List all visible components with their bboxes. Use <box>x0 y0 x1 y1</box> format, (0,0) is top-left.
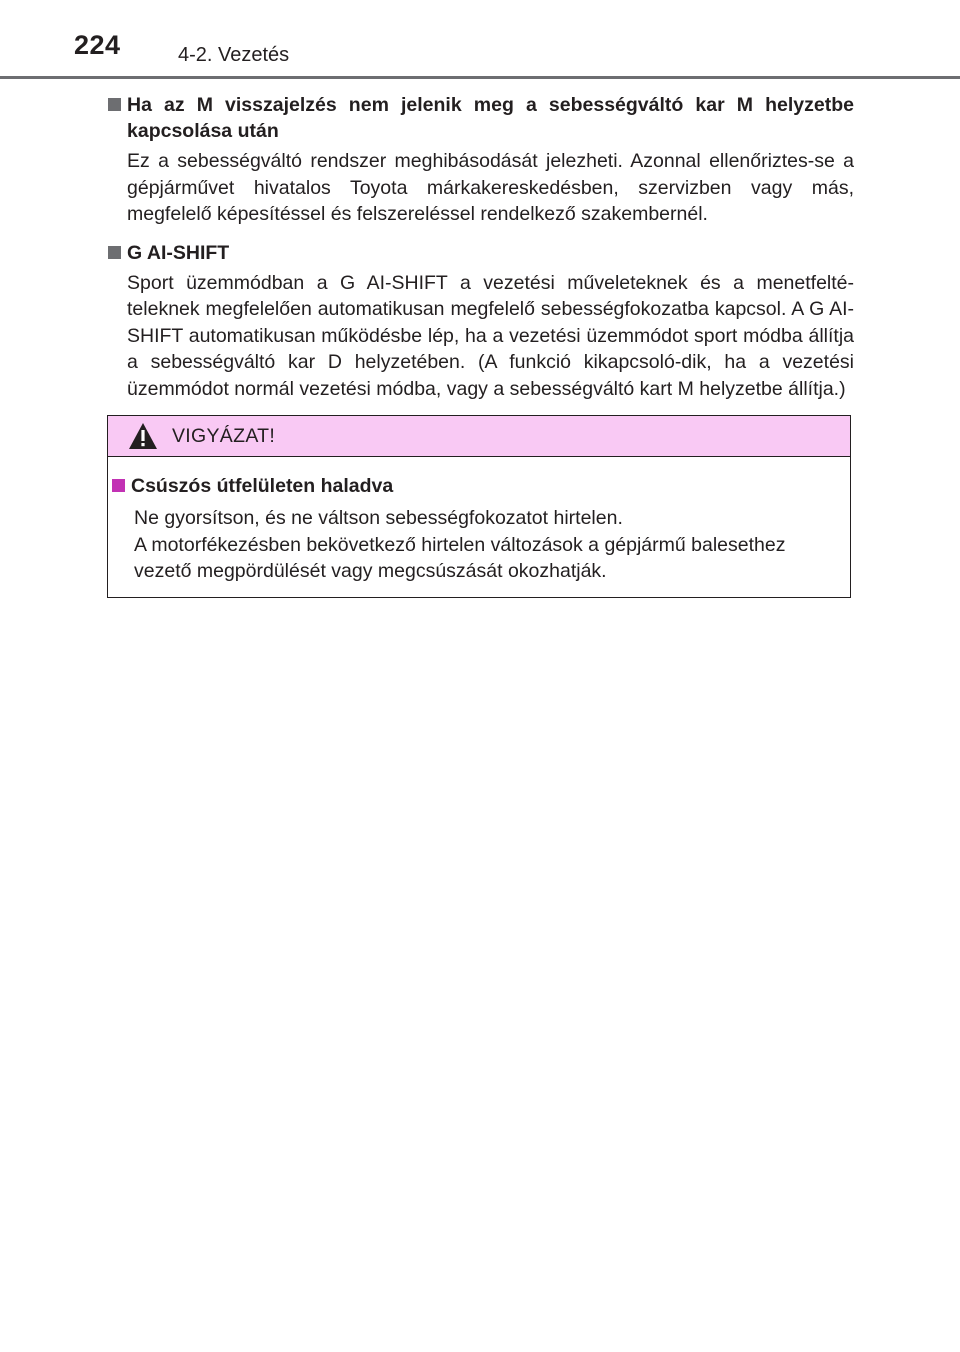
section-body: Sport üzemmódban a G AI-SHIFT a vezetési műveleteknek és a menetfelté-teleknek megfelelően automatikusan megfelelő sebességfokozatba kapcsol. A G AI-SHIFT automatikusan működésbe lép, ha a vezetési üzemmódot sport módba állítja a sebességváltó kar D helyzetében. (A funkció kikapcsoló-dik, ha a vezetési üzemmódot normál vezetési módba, vagy a sebességváltó kart M helyzetbe állítja.) <box>127 271 854 400</box>
section-heading-text: Ha az M visszajelzés nem jelenik meg a sebességváltó kar M helyzetbe kapcsolása után <box>127 94 854 142</box>
section-title: 4-2. Vezetés <box>178 44 290 66</box>
caution-heading <box>112 473 836 499</box>
square-bullet-icon <box>108 98 121 111</box>
caution-line: A motorfékezésben bekövetkező hirtelen változások a gépjármű balesethez vezető megpördülését vagy megcsúszását okozhatják. <box>134 533 786 582</box>
caution-header <box>108 416 850 457</box>
header-divider <box>0 76 960 79</box>
main-content <box>108 92 854 414</box>
page-header <box>0 0 960 80</box>
caution-text <box>112 505 836 585</box>
section-g-ai-shift <box>108 240 854 403</box>
page-number: 224 <box>74 30 121 60</box>
caution-box <box>107 415 851 598</box>
caution-label: VIGYÁZAT! <box>172 424 276 447</box>
caution-line: Ne gyorsítson, és ne váltson sebességfokozatot hirtelen. <box>134 507 623 529</box>
caution-body <box>108 457 850 585</box>
section-m-indicator <box>108 92 854 228</box>
section-body: Ez a sebességváltó rendszer meghibásodását jelezheti. Azonnal ellenőriztes-se a gépjárművet hivatalos Toyota márkakereskedésben, szervizben vagy más, megfelelő képesítéssel és felszereléssel rendelkező szakembernél. <box>127 150 854 225</box>
square-bullet-icon <box>108 246 121 259</box>
square-bullet-icon <box>112 479 125 492</box>
section-heading <box>108 92 854 144</box>
section-heading-text: G AI-SHIFT <box>127 241 230 264</box>
caution-heading-text: Csúszós útfelületen haladva <box>131 475 394 497</box>
warning-triangle-icon <box>128 422 158 450</box>
section-heading <box>108 240 854 266</box>
